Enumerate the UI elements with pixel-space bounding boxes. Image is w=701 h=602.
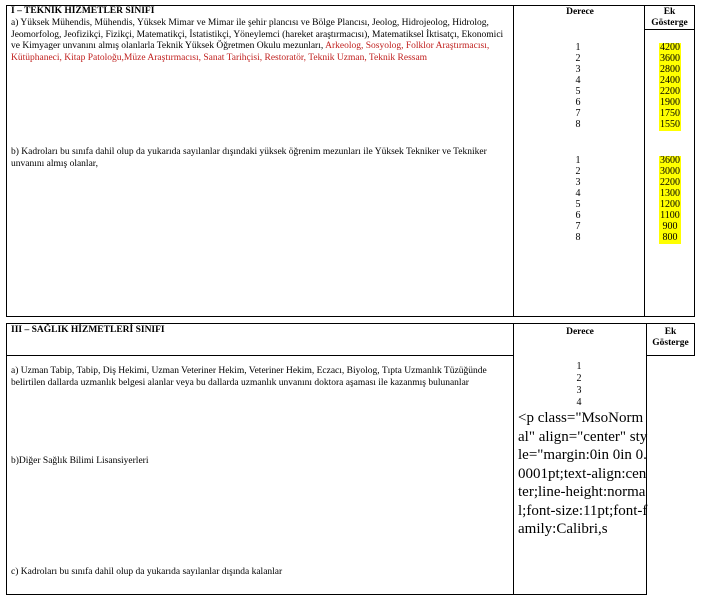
section1-para-a-line4-red: Kütüphaneci, Kitap Patoloğu,Müze Araştırmacısı, Sanat Tarihçisi, Restoratör, Teknik Uzman, Teknik Ressam: [11, 52, 428, 63]
derece-value: 1: [576, 361, 582, 372]
derece-value: 8: [575, 232, 581, 243]
derece-value: 3: [576, 385, 582, 396]
derece-value: 3: [575, 64, 581, 75]
section1-para-a-line3: ve Kimyager unvanını almış olanlarla Teknik Yüksek Öğretmen Okulu mezunları,: [11, 41, 324, 51]
section1-header-derece: Derece: [566, 7, 594, 17]
ek-gosterge-value: 2800: [660, 64, 680, 75]
derece-value: 1: [575, 155, 581, 166]
table2-border-left: [6, 323, 7, 595]
section2-header-ek-line2: Gösterge: [652, 338, 689, 348]
ek-gosterge-value: 900: [659, 222, 681, 233]
derece-value: 2: [576, 373, 582, 384]
derece-value: 7: [575, 221, 581, 232]
ek-gosterge-value: 800: [659, 233, 681, 244]
section1-para-a-line2: Jeomorfolog, Jeofizikçi, Fizikçi, Matematikçi, İstatistikçi, Yöneylemci (hareket araştırmacısı), Matematiksel İktisatçı, Ekonomici: [11, 29, 504, 40]
section1-para-b-line2: unvanını almış olanlar,: [11, 158, 98, 169]
table2-header-rule-right: [646, 355, 695, 356]
ek-gosterge-value: 1750: [660, 108, 680, 119]
table1-col-divider-1: [513, 5, 514, 317]
derece-value: 6: [575, 210, 581, 221]
table2-border-bottom: [6, 594, 647, 595]
derece-value: 2: [575, 53, 581, 64]
table1-border-left: [6, 5, 7, 317]
derece-value: 4: [575, 75, 581, 86]
derece-value: 3: [575, 177, 581, 188]
section2-header-ek-line1: Ek: [664, 327, 677, 337]
ek-gosterge-value: 1200: [660, 199, 680, 210]
ek-gosterge-value: 1300: [660, 188, 680, 199]
table2-header-rule-left: [6, 355, 514, 356]
ek-gosterge-value: 2200: [660, 86, 680, 97]
section1-paragraph-b: [11, 147, 511, 170]
ek-gosterge-value: 3600: [660, 53, 680, 64]
section2-header-ek: [647, 327, 694, 349]
section1-header-ek-line1: Ek: [663, 7, 676, 17]
section2-title: III – SAĞLIK HİZMETLERİ SINIFI: [11, 325, 165, 335]
section2-para-a-line1: a) Uzman Tabip, Tabip, Diş Hekimi, Uzman Veteriner Hekim, Veteriner Hekim, Eczacı, Biyolog, Tıpta Uzmanlık Tüzüğünde: [11, 366, 487, 376]
ek-gosterge-value: 4200: [660, 42, 680, 53]
ek-gosterge-value: 3600: [660, 155, 680, 166]
ek-gosterge-value: 1100: [660, 210, 680, 221]
section2-para-a-line2: belirtilen dallarda uzmanlık belgesi alanlar veya bu dallarda uzmanlık unvanını doktora aşaması ile kazanmış bulunanlar: [11, 377, 469, 388]
section1-header-ek: [645, 7, 694, 29]
table1-header-rule: [644, 29, 695, 30]
derece-value: 5: [575, 86, 581, 97]
ek-gosterge-value: 1900: [660, 97, 680, 108]
table1-border-bottom: [6, 316, 695, 317]
section1-para-a-line1: a) Yüksek Mühendis, Mühendis, Yüksek Mimar ve Mimar ile şehir plancısı ve Bölge Plancısı, Jeolog, Hidrojeolog, Hidrolog,: [11, 18, 489, 28]
table1-col-divider-2: [644, 5, 645, 317]
section2-paragraph-c: c) Kadroları bu sınıfa dahil olup da yukarıda sayılanlar dışında kalanlar: [11, 567, 283, 577]
table1-border-right: [694, 5, 695, 317]
ek-gosterge-value: 3000: [660, 166, 680, 177]
derece-value: 8: [575, 119, 581, 130]
ek-gosterge-value: 2200: [660, 177, 680, 188]
table2-border-right: [694, 323, 695, 355]
table2-border-top: [6, 323, 695, 324]
table2-col-divider-1: [513, 323, 514, 595]
derece-value: 7: [575, 108, 581, 119]
derece-value: 1: [575, 42, 581, 53]
section1-para-a-line3-red: Arkeolog, Sosyolog, Folklor Araştırmacısı,: [323, 41, 490, 51]
derece-value: 6: [575, 97, 581, 108]
section1-paragraph-a: [11, 18, 511, 64]
section1-header-ek-line2: Gösterge: [651, 18, 688, 28]
section2-paragraph-a: [11, 366, 511, 389]
ek-gosterge-value: 1550: [660, 119, 680, 130]
section2-paragraph-b: b)Diğer Sağlık Bilimi Lisansiyerleri: [11, 456, 149, 466]
section1-para-b-line1: b) Kadroları bu sınıfa dahil olup da yukarıda sayılanlar dışındaki yüksek öğrenim mezunları ile Yüksek Tekniker ve Tekniker: [11, 147, 487, 157]
section2-header-derece: Derece: [566, 327, 594, 337]
derece-value: 5: [575, 199, 581, 210]
ek-gosterge-value: 2400: [660, 75, 680, 86]
raw-html-code-text: <p class="MsoNormal" align="center" style="margin:0in 0in 0.0001pt;text-align:center;line-height:normal;font-size:11pt;font-family:Calibri,s: [518, 410, 648, 537]
section1-title: I – TEKNİK HİZMETLER SINIFI: [11, 6, 155, 16]
derece-value: 4: [575, 188, 581, 199]
derece-value: 4: [576, 397, 582, 408]
derece-value: 2: [575, 166, 581, 177]
